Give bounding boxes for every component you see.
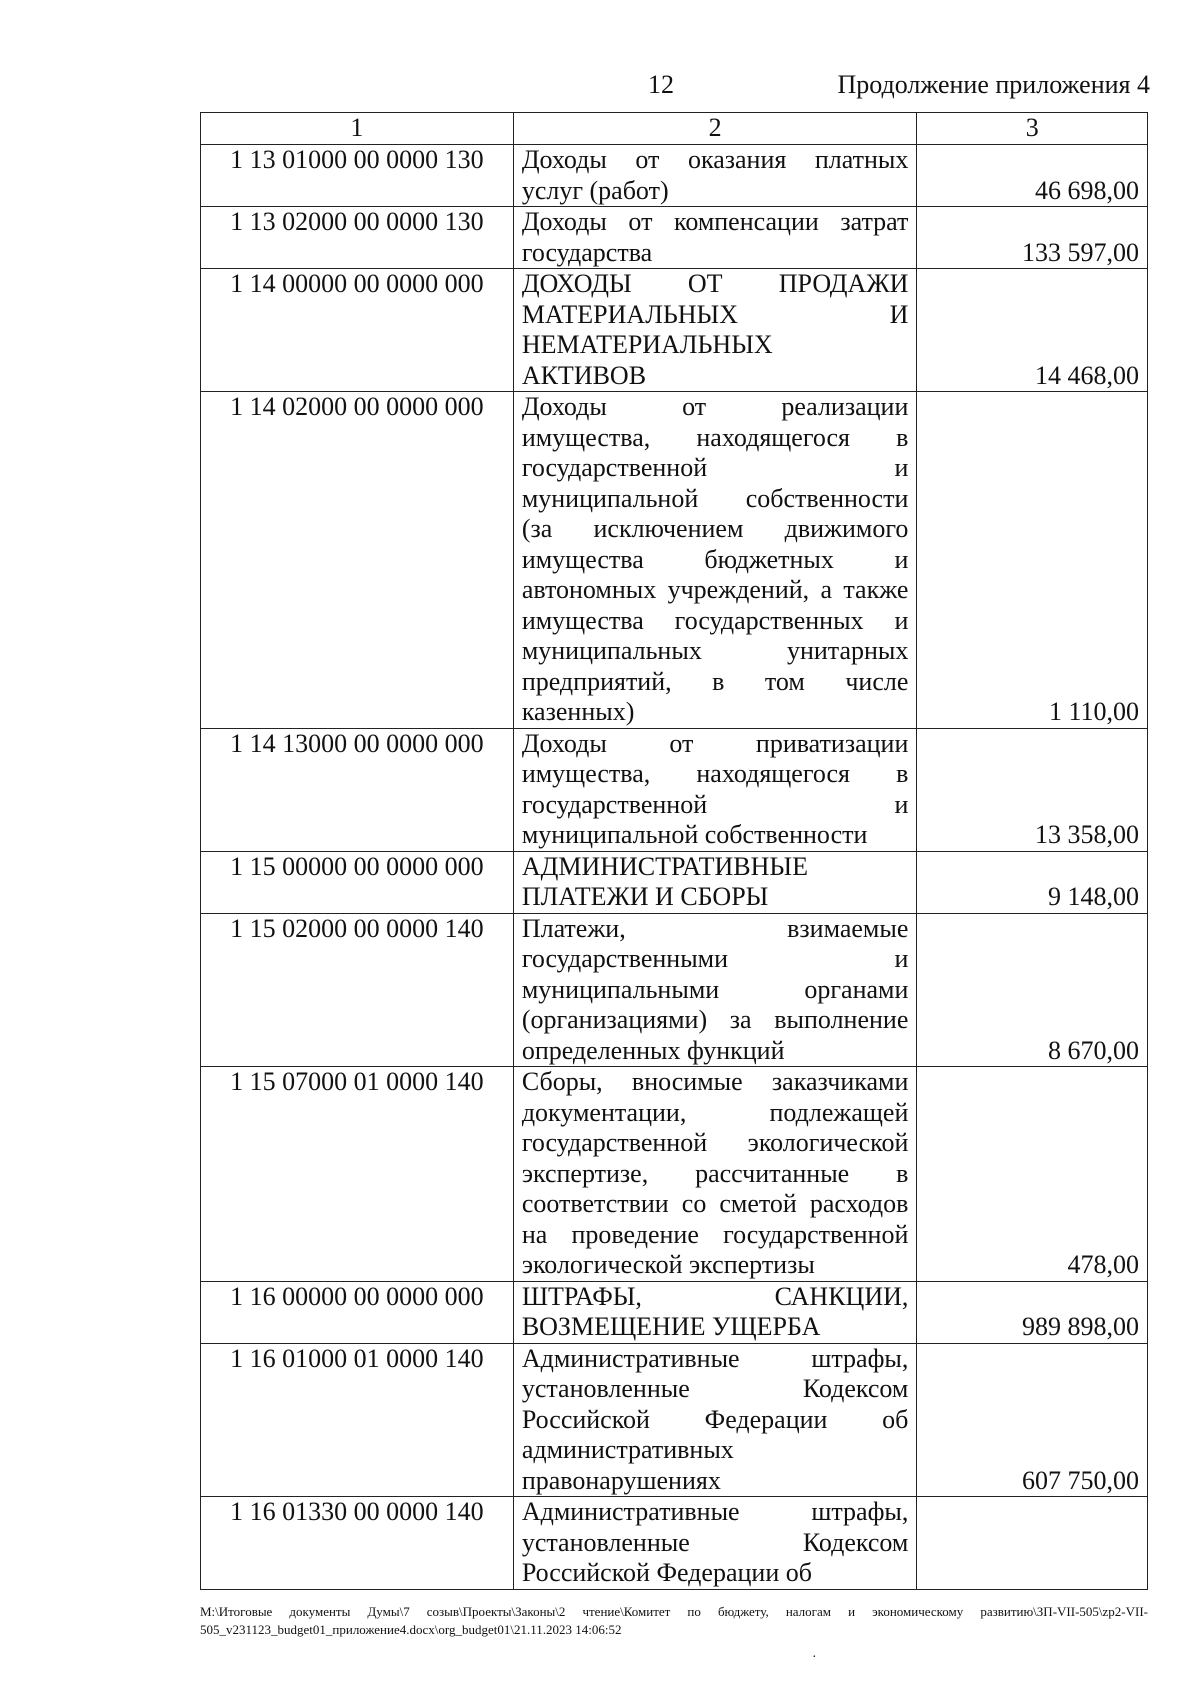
revenue-name <box>513 1067 917 1282</box>
revenue-name-line: государственными и <box>521 944 909 973</box>
revenue-name-line: казенных) <box>521 697 635 726</box>
revenue-name-line: Платежи, взимаемые <box>521 913 909 943</box>
budget-code: 1 13 01000 00 0000 130 <box>201 145 514 207</box>
revenue-name-line: на проведение государственной <box>521 1219 909 1249</box>
table-header-row <box>201 113 1148 145</box>
revenue-name-line: АДМИНИСТРАТИВНЫЕ <box>521 851 808 881</box>
revenue-name-line: соответствии со сметой расходов <box>521 1189 909 1218</box>
budget-code: 1 14 02000 00 0000 000 <box>201 392 514 729</box>
revenue-name-line: государства <box>521 237 653 267</box>
revenue-name-line: административных <box>521 1435 734 1464</box>
table-row <box>201 145 1148 207</box>
table-row <box>201 1281 1148 1343</box>
revenue-name-line: установленные Кодексом <box>521 1527 909 1557</box>
revenue-name-line: предприятий, в том числе <box>521 666 909 696</box>
page-number: 12 <box>648 70 674 99</box>
revenue-name-line: определенных функций <box>521 1035 785 1065</box>
table-body <box>201 145 1148 1590</box>
amount: 607 750,00 <box>917 1343 1148 1497</box>
revenue-name-line: имущества, находящегося в <box>521 422 909 452</box>
revenue-name-line: муниципальной собственности <box>521 820 868 849</box>
budget-code: 1 13 02000 00 0000 130 <box>201 207 514 269</box>
revenue-name <box>513 145 917 207</box>
budget-code: 1 15 02000 00 0000 140 <box>201 913 514 1067</box>
revenue-table <box>200 112 1148 1590</box>
revenue-name-line: Сборы, вносимые заказчиками <box>521 1067 909 1096</box>
revenue-name-line: имущества бюджетных и <box>521 544 909 574</box>
budget-code: 1 14 13000 00 0000 000 <box>201 728 514 851</box>
amount <box>917 1497 1148 1590</box>
revenue-name-line: государственной экологической <box>521 1128 909 1157</box>
revenue-name-line: (за исключением движимого <box>521 514 909 543</box>
column-header: 1 <box>201 113 514 145</box>
revenue-name-line: документации, подлежащей <box>521 1097 909 1127</box>
table-row <box>201 913 1148 1067</box>
revenue-name-line: Административные штрафы, <box>521 1497 909 1526</box>
amount: 13 358,00 <box>917 728 1148 851</box>
amount: 133 597,00 <box>917 207 1148 269</box>
budget-code: 1 16 01330 00 0000 140 <box>201 1497 514 1590</box>
revenue-name-line: ДОХОДЫ ОТ ПРОДАЖИ <box>521 269 909 298</box>
table-row <box>201 728 1148 851</box>
revenue-name-line: имущества, находящегося в <box>521 759 909 788</box>
revenue-name-line: экологической экспертизы <box>521 1250 815 1279</box>
revenue-name-line: Доходы от оказания платных <box>521 145 909 174</box>
revenue-name-line: правонарушениях <box>521 1465 721 1495</box>
budget-code: 1 15 07000 01 0000 140 <box>201 1067 514 1282</box>
amount: 46 698,00 <box>917 145 1148 207</box>
revenue-name <box>513 1343 917 1497</box>
revenue-name <box>513 1281 917 1343</box>
column-header: 2 <box>513 113 917 145</box>
revenue-name-line: автономных учреждений, а также <box>521 575 909 604</box>
revenue-name <box>513 851 917 913</box>
revenue-name-line: Российской Федерации об <box>521 1558 812 1587</box>
table-row <box>201 851 1148 913</box>
revenue-name-line: ШТРАФЫ, САНКЦИИ, <box>521 1281 909 1311</box>
amount: 14 468,00 <box>917 269 1148 392</box>
revenue-name-line: установленные Кодексом <box>521 1374 909 1403</box>
revenue-name <box>513 207 917 269</box>
revenue-name <box>513 913 917 1067</box>
amount: 8 670,00 <box>917 913 1148 1067</box>
table-row <box>201 392 1148 729</box>
revenue-name-line: ПЛАТЕЖИ И СБОРЫ <box>521 882 769 911</box>
amount: 1 110,00 <box>917 392 1148 729</box>
revenue-name-line: АКТИВОВ <box>521 360 647 390</box>
revenue-name-line: НЕМАТЕРИАЛЬНЫХ <box>521 330 773 359</box>
amount: 9 148,00 <box>917 851 1148 913</box>
revenue-name-line: экспертизе, рассчитанные в <box>521 1158 909 1188</box>
column-header: 3 <box>917 113 1148 145</box>
revenue-name-line: Доходы от приватизации <box>521 728 909 758</box>
amount: 989 898,00 <box>917 1281 1148 1343</box>
budget-code: 1 15 00000 00 0000 000 <box>201 851 514 913</box>
revenue-name <box>513 392 917 729</box>
revenue-name-line: (организациями) за выполнение <box>521 1005 909 1034</box>
revenue-name-line: муниципальной собственности <box>521 483 909 513</box>
budget-code: 1 16 00000 00 0000 000 <box>201 1281 514 1343</box>
continuation-label: Продолжение приложения 4 <box>837 70 1150 99</box>
revenue-name-line: государственной и <box>521 453 909 482</box>
revenue-name <box>513 728 917 851</box>
budget-code: 1 16 01000 01 0000 140 <box>201 1343 514 1497</box>
amount: 478,00 <box>917 1067 1148 1282</box>
revenue-name-line: Российской Федерации об <box>521 1404 909 1434</box>
table-row <box>201 1497 1148 1590</box>
table-row <box>201 1343 1148 1497</box>
revenue-name-line: ВОЗМЕЩЕНИЕ УЩЕРБА <box>521 1312 821 1341</box>
file-path-footer: М:\Итоговые документы Думы\7 созыв\Проекты\Законы\2 чтение\Комитет по бюджету, налогам и экономическому развитию\ЗП-VII-505\zp2-VII-505_v231123_budget01_приложение4.docx\org_budget01\21.11.2023 14:06:52 <box>200 1604 1148 1637</box>
table-row <box>201 207 1148 269</box>
scan-mark: · <box>812 1650 817 1665</box>
table-row <box>201 1067 1148 1282</box>
revenue-name <box>513 269 917 392</box>
revenue-name-line: муниципальными органами <box>521 974 909 1004</box>
revenue-name-line: муниципальных унитарных <box>521 636 909 665</box>
table-row <box>201 269 1148 392</box>
revenue-name-line: Административные штрафы, <box>521 1343 909 1373</box>
budget-code: 1 14 00000 00 0000 000 <box>201 269 514 392</box>
revenue-name-line: Доходы от компенсации затрат <box>521 207 909 236</box>
revenue-name-line: имущества государственных и <box>521 605 909 635</box>
revenue-name-line: МАТЕРИАЛЬНЫХ И <box>521 299 909 329</box>
revenue-name-line: государственной и <box>521 789 909 819</box>
revenue-name-line: услуг (работ) <box>521 175 669 205</box>
revenue-name <box>513 1497 917 1590</box>
revenue-name-line: Доходы от реализации <box>521 392 909 421</box>
